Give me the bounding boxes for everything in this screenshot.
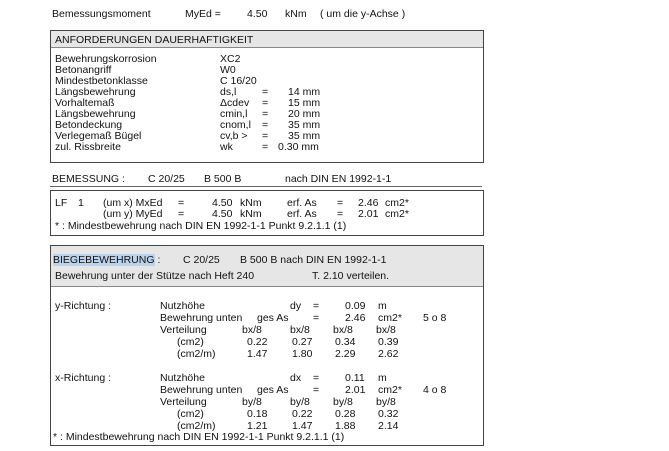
- x-cm2m-label: (cm2/m): [177, 420, 216, 432]
- row-label: Betondeckung: [55, 119, 123, 131]
- y-cm2m-val: 1.47: [247, 348, 268, 360]
- row-symbol: Δcdev: [220, 97, 250, 109]
- x-deq: =: [313, 372, 320, 384]
- row-equals: =: [262, 108, 269, 120]
- row-label: Bewehrungskorrosion: [55, 53, 157, 65]
- moment-label: Bemessungsmoment: [52, 8, 151, 20]
- lf-equals: =: [178, 208, 185, 220]
- x-cm2m-val: 1.21: [247, 420, 268, 432]
- x-geseq: =: [313, 384, 320, 396]
- y-vert: Verteilung: [160, 324, 207, 336]
- lf-as: 2.46: [358, 197, 379, 209]
- y-deq: =: [313, 300, 320, 312]
- y-gesval: 2.46: [345, 312, 366, 324]
- x-gessym: ges As: [257, 384, 289, 396]
- y-head: bx/8: [290, 324, 310, 336]
- lf-equals2: =: [337, 208, 344, 220]
- x-head: by/8: [290, 396, 310, 408]
- x-dval: 0.11: [345, 372, 365, 384]
- y-label: y-Richtung :: [55, 300, 112, 312]
- lf-label: LF: [55, 197, 68, 209]
- x-nutz: Nutzhöhe: [160, 372, 205, 384]
- row-value: 15 mm: [288, 97, 321, 109]
- bemessung-steel: B 500 B: [204, 173, 242, 185]
- moment-value: 4.50: [247, 8, 268, 20]
- y-geseq: =: [313, 312, 320, 324]
- y-dunit: m: [378, 300, 387, 312]
- lf-unit: kNm: [240, 208, 262, 220]
- x-choice: 4 o 8: [423, 384, 447, 396]
- row-symbol: cv,b >: [220, 130, 248, 142]
- y-dsym: dy: [290, 300, 302, 312]
- y-gesunit: cm2*: [378, 312, 402, 324]
- row-symbol: XC2: [220, 53, 241, 65]
- durability-title: ANFORDERUNGEN DAUERHAFTIGKEIT: [55, 34, 254, 46]
- row-symbol: cmin,l: [220, 108, 248, 120]
- x-dsym: dx: [290, 372, 302, 384]
- y-head: bx/8: [242, 324, 262, 336]
- lf-as: 2.01: [358, 208, 379, 220]
- lf-unit: kNm: [240, 197, 262, 209]
- lf-footnote: * : Mindestbewehrung nach DIN EN 1992-1-1 Punkt 9.2.1.1 (1): [55, 220, 347, 232]
- row-symbol: wk: [220, 141, 233, 153]
- x-cm2-val: 0.22: [292, 408, 313, 420]
- x-cm2-val: 0.28: [335, 408, 356, 420]
- x-cm2m-val: 2.14: [378, 420, 399, 432]
- y-cm2m-label: (cm2/m): [177, 348, 216, 360]
- x-head: by/8: [242, 396, 262, 408]
- lf-axis: (um x) MxEd: [103, 197, 163, 209]
- x-cm2m-val: 1.47: [292, 420, 313, 432]
- y-cm2m-val: 2.29: [335, 348, 356, 360]
- lf-moment: 4.50: [212, 208, 233, 220]
- biege-title: BIEGEBEWEHRUNG: [53, 254, 155, 266]
- biege-subtitle: Bewehrung unter der Stütze nach Heft 240: [55, 270, 255, 282]
- y-cm2-label: (cm2): [177, 336, 204, 348]
- row-symbol: C 16/20: [220, 75, 257, 87]
- x-gesval: 2.01: [345, 384, 366, 396]
- y-choice: 5 o 8: [423, 312, 447, 324]
- x-cm2-val: 0.32: [378, 408, 399, 420]
- row-value: 20 mm: [288, 108, 321, 120]
- biege-concrete: C 20/25: [183, 254, 220, 266]
- y-cm2-val: 0.39: [378, 336, 399, 348]
- moment-symbol: MyEd =: [185, 8, 221, 20]
- x-dunit: m: [378, 372, 387, 384]
- moment-unit: kNm: [285, 8, 307, 20]
- row-value: 14 mm: [288, 86, 321, 98]
- x-label: x-Richtung :: [55, 372, 112, 384]
- y-bew: Bewehrung unten: [160, 312, 243, 324]
- x-cm2m-val: 1.88: [335, 420, 356, 432]
- row-value: 35 mm: [288, 130, 321, 142]
- biege-steel-norm: B 500 B nach DIN EN 1992-1-1: [240, 254, 387, 266]
- lf-as-unit: cm2*: [385, 197, 409, 209]
- row-label: zul. Rissbreite: [55, 141, 121, 153]
- x-vert: Verteilung: [160, 396, 207, 408]
- lf-equals: =: [178, 197, 185, 209]
- lf-equals2: =: [337, 197, 344, 209]
- lf-axis: (um y) MyEd: [103, 208, 163, 220]
- x-gesunit: cm2*: [378, 384, 402, 396]
- row-symbol: ds,l: [220, 86, 237, 98]
- lf-moment: 4.50: [212, 197, 233, 209]
- row-label: Vorhaltemaß: [55, 97, 115, 109]
- y-cm2m-val: 2.62: [378, 348, 399, 360]
- biege-subtitle2: T. 2.10 verteilen.: [312, 270, 390, 282]
- row-value: 0.30 mm: [278, 141, 319, 153]
- row-label: Verlegemaß Bügel: [55, 130, 142, 142]
- x-bew: Bewehrung unten: [160, 384, 243, 396]
- y-dval: 0.09: [345, 300, 366, 312]
- y-cm2m-val: 1.80: [292, 348, 313, 360]
- y-cm2-val: 0.27: [292, 336, 313, 348]
- x-cm2-val: 0.18: [247, 408, 268, 420]
- biege-title-wrap: [53, 254, 160, 266]
- y-gessym: ges As: [257, 312, 289, 324]
- bemessung-divider: [50, 186, 482, 187]
- row-equals: =: [262, 97, 269, 109]
- x-head: by/8: [376, 396, 396, 408]
- y-nutz: Nutzhöhe: [160, 300, 205, 312]
- row-value: 35 mm: [288, 119, 321, 131]
- row-label: Längsbewehrung: [55, 108, 136, 120]
- row-equals: =: [262, 119, 269, 131]
- row-label: Mindestbetonklasse: [55, 75, 148, 87]
- y-cm2-val: 0.34: [335, 336, 356, 348]
- row-label: Betonangriff: [55, 64, 112, 76]
- bemessung-norm: nach DIN EN 1992-1-1: [285, 173, 392, 185]
- row-equals: =: [262, 130, 269, 142]
- lf-erf: erf. As: [287, 208, 317, 220]
- y-head: bx/8: [333, 324, 353, 336]
- row-symbol: cnom,l: [220, 119, 251, 131]
- x-head: by/8: [333, 396, 353, 408]
- biege-footnote: * : Mindestbewehrung nach DIN EN 1992-1-1 Punkt 9.2.1.1 (1): [53, 431, 345, 443]
- row-symbol: W0: [220, 64, 236, 76]
- y-cm2-val: 0.22: [247, 336, 268, 348]
- row-equals: =: [262, 86, 269, 98]
- x-cm2-label: (cm2): [177, 408, 204, 420]
- lf-erf: erf. As: [287, 197, 317, 209]
- lf-number: 1: [78, 197, 84, 209]
- moment-note: ( um die y-Achse ): [320, 8, 406, 20]
- lf-as-unit: cm2*: [385, 208, 409, 220]
- row-equals: =: [262, 141, 269, 153]
- bemessung-label: BEMESSUNG :: [52, 173, 125, 185]
- y-head: bx/8: [376, 324, 396, 336]
- biege-title-colon: :: [157, 254, 161, 266]
- row-label: Längsbewehrung: [55, 86, 136, 98]
- bemessung-concrete: C 20/25: [148, 173, 185, 185]
